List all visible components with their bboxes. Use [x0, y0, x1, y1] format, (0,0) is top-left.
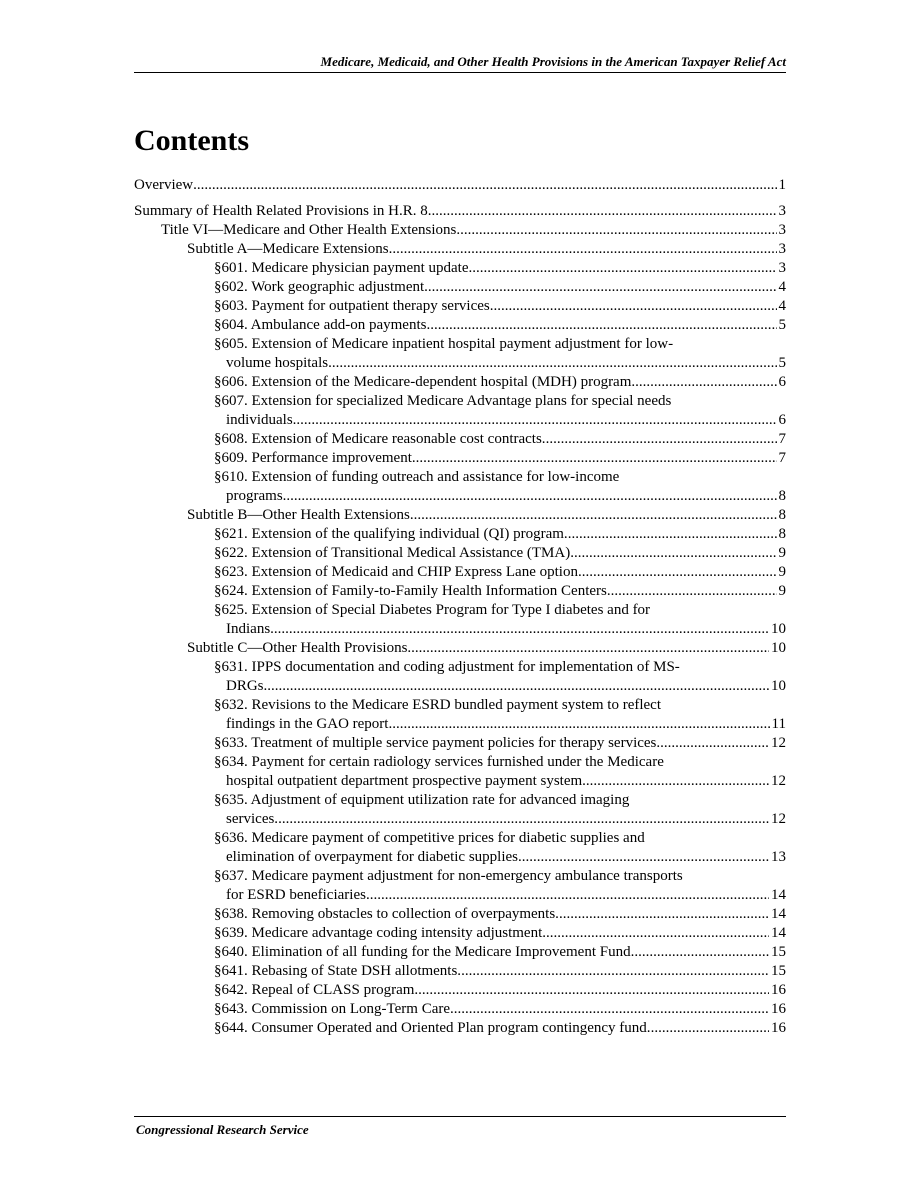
dot-leader	[407, 639, 769, 658]
toc-page-number: 14	[771, 906, 786, 922]
dot-leader	[296, 411, 776, 430]
toc-entry-title: §643. Commission on Long-Term Care.	[214, 1001, 454, 1017]
dot-leader	[660, 734, 769, 753]
toc-entry-title: Summary of Health Related Provisions in H.R. 8	[134, 203, 428, 219]
toc-entry-title: §638. Removing obstacles to collection of overpayments.	[214, 906, 559, 922]
toc-entry[interactable]	[134, 525, 786, 544]
toc-page-number: 3	[778, 260, 786, 276]
toc-entry-title: Subtitle B—Other Health Extensions	[187, 507, 410, 523]
toc-entry-title: §622. Extension of Transitional Medical Assistance (TMA).	[214, 545, 574, 561]
toc-entry-title: §606. Extension of the Medicare-dependent hospital (MDH) program.	[214, 374, 636, 390]
header-rule	[134, 72, 786, 73]
toc-entry-title: Indians.	[226, 621, 274, 637]
toc-entry[interactable]	[134, 1019, 786, 1038]
dot-leader	[286, 487, 776, 506]
table-of-contents	[134, 176, 786, 1038]
toc-page-number: 1	[778, 177, 786, 193]
toc-entry-title: §641. Rebasing of State DSH allotments.	[214, 963, 462, 979]
toc-entry-title: elimination of overpayment for diabetic supplies.	[226, 849, 522, 865]
toc-entry[interactable]	[134, 924, 786, 943]
toc-page-number: 9	[778, 545, 786, 561]
toc-entry-title: volume hospitals.	[226, 355, 332, 371]
dot-leader	[559, 905, 769, 924]
toc-entry[interactable]	[134, 449, 786, 468]
toc-entry[interactable]	[134, 335, 786, 373]
toc-entry-title: Overview	[134, 177, 194, 193]
dot-leader	[418, 981, 769, 1000]
toc-entry-title: Subtitle C—Other Health Provisions	[187, 640, 408, 656]
dot-leader	[193, 176, 776, 195]
toc-entry[interactable]	[134, 601, 786, 639]
toc-entry[interactable]	[134, 943, 786, 962]
dot-leader	[278, 810, 769, 829]
toc-page-number: 15	[771, 944, 786, 960]
dot-leader	[267, 677, 769, 696]
toc-entry[interactable]	[134, 582, 786, 601]
toc-page-number: 11	[771, 716, 786, 732]
toc-entry-title: §602. Work geographic adjustment.	[214, 279, 428, 295]
toc-entry[interactable]	[134, 506, 786, 525]
contents-title: Contents	[134, 124, 250, 157]
toc-entry[interactable]	[134, 259, 786, 278]
dot-leader	[651, 1019, 769, 1038]
toc-page-number: 3	[778, 222, 786, 238]
toc-page-number: 8	[778, 507, 786, 523]
toc-entry-title: individuals.	[226, 412, 297, 428]
toc-page-number: 10	[771, 621, 786, 637]
dot-leader	[430, 316, 776, 335]
toc-page-number: 3	[778, 241, 786, 257]
toc-entry-title: §633. Treatment of multiple service payment policies for therapy services.	[214, 735, 661, 751]
footer-rule	[134, 1116, 786, 1117]
dot-leader	[389, 240, 777, 259]
toc-entry-title: services.	[226, 811, 279, 827]
toc-entry-title-line: §632. Revisions to the Medicare ESRD bundled payment system to reflect	[214, 697, 661, 713]
dot-leader	[274, 620, 769, 639]
dot-leader	[611, 582, 777, 601]
toc-entry-title-line: §625. Extension of Special Diabetes Program for Type I diabetes and for	[214, 602, 651, 618]
toc-entry[interactable]	[134, 962, 786, 981]
dot-leader	[635, 373, 776, 392]
dot-leader	[634, 943, 769, 962]
toc-entry[interactable]	[134, 696, 786, 734]
toc-entry[interactable]	[134, 373, 786, 392]
toc-entry[interactable]	[134, 544, 786, 563]
toc-entry-title: §642. Repeal of CLASS program.	[214, 982, 419, 998]
toc-entry-title: §609. Performance improvement.	[214, 450, 416, 466]
toc-page-number: 8	[778, 526, 786, 542]
dot-leader	[522, 848, 769, 867]
toc-page-number: 9	[778, 583, 786, 599]
toc-entry[interactable]	[134, 829, 786, 867]
dot-leader	[454, 1000, 769, 1019]
toc-entry[interactable]	[134, 658, 786, 696]
toc-entry[interactable]	[134, 430, 786, 449]
toc-entry-title-line: §607. Extension for specialized Medicare Advantage plans for special needs	[214, 393, 672, 409]
toc-page-number: 13	[771, 849, 786, 865]
dot-leader	[568, 525, 777, 544]
toc-entry-title: §601. Medicare physician payment update.	[214, 260, 473, 276]
dot-leader	[472, 259, 776, 278]
dot-leader	[332, 354, 777, 373]
dot-leader	[586, 772, 769, 791]
dot-leader	[392, 715, 769, 734]
toc-page-number: 16	[771, 1001, 786, 1017]
toc-page-number: 14	[771, 887, 786, 903]
toc-page-number: 5	[778, 317, 786, 333]
dot-leader	[428, 278, 777, 297]
toc-entry[interactable]	[134, 639, 786, 658]
toc-entry[interactable]	[134, 176, 786, 195]
toc-entry[interactable]	[134, 1000, 786, 1019]
toc-entry-title: §621. Extension of the qualifying individual (QI) program.	[214, 526, 568, 542]
toc-entry-title: §604. Ambulance add-on payments.	[214, 317, 431, 333]
toc-entry[interactable]	[134, 278, 786, 297]
toc-entry-title-line: §610. Extension of funding outreach and assistance for low-income	[214, 469, 620, 485]
toc-entry-title: §603. Payment for outpatient therapy services.	[214, 298, 494, 314]
running-footer: Congressional Research Service	[136, 1122, 309, 1137]
toc-page-number: 6	[778, 412, 786, 428]
dot-leader	[428, 202, 777, 221]
dot-leader	[416, 449, 777, 468]
toc-page-number: 9	[778, 564, 786, 580]
toc-page-number: 7	[778, 431, 786, 447]
toc-entry-title: programs.	[226, 488, 287, 504]
toc-entry-title-line: §631. IPPS documentation and coding adjustment for implementation of MS-	[214, 659, 680, 675]
toc-entry-title-line: §634. Payment for certain radiology services furnished under the Medicare	[214, 754, 664, 770]
dot-leader	[456, 221, 776, 240]
toc-entry-title: §623. Extension of Medicaid and CHIP Express Lane option.	[214, 564, 582, 580]
toc-page-number: 4	[778, 298, 786, 314]
dot-leader	[410, 506, 777, 525]
toc-entry-title: §608. Extension of Medicare reasonable cost contracts.	[214, 431, 546, 447]
toc-entry-title-line: §605. Extension of Medicare inpatient hospital payment adjustment for low-	[214, 336, 674, 352]
toc-entry-title: Title VI—Medicare and Other Health Extensions	[161, 222, 457, 238]
toc-entry[interactable]	[134, 240, 786, 259]
running-header: Medicare, Medicaid, and Other Health Provisions in the American Taxpayer Relief Act	[320, 54, 786, 69]
toc-entry[interactable]	[134, 221, 786, 240]
toc-entry-title-line: §637. Medicare payment adjustment for non-emergency ambulance transports	[214, 868, 683, 884]
toc-page-number: 3	[778, 203, 786, 219]
toc-entry[interactable]	[134, 392, 786, 430]
toc-entry-title: §624. Extension of Family-to-Family Health Information Centers.	[214, 583, 611, 599]
toc-entry[interactable]	[134, 563, 786, 582]
toc-page-number: 10	[771, 678, 786, 694]
toc-entry[interactable]	[134, 734, 786, 753]
toc-page-number: 8	[778, 488, 786, 504]
toc-entry[interactable]	[134, 753, 786, 791]
toc-page-number: 12	[771, 811, 786, 827]
dot-leader	[574, 544, 777, 563]
toc-entry[interactable]	[134, 981, 786, 1000]
toc-entry[interactable]	[134, 867, 786, 905]
toc-page-number: 6	[778, 374, 786, 390]
toc-entry-title: for ESRD beneficiaries.	[226, 887, 370, 903]
toc-page-number: 12	[771, 773, 786, 789]
toc-entry-title: §644. Consumer Operated and Oriented Plan program contingency fund.	[214, 1020, 651, 1036]
toc-page-number: 10	[771, 640, 786, 656]
toc-entry[interactable]	[134, 905, 786, 924]
toc-page-number: 5	[778, 355, 786, 371]
toc-entry-title: §640. Elimination of all funding for the Medicare Improvement Fund.	[214, 944, 635, 960]
toc-page-number: 12	[771, 735, 786, 751]
toc-entry[interactable]	[134, 791, 786, 829]
dot-leader	[494, 297, 777, 316]
toc-page-number: 15	[771, 963, 786, 979]
dot-leader	[546, 430, 777, 449]
toc-entry-title: findings in the GAO report.	[226, 716, 393, 732]
toc-page-number: 7	[778, 450, 786, 466]
toc-entry-title-line: §636. Medicare payment of competitive prices for diabetic supplies and	[214, 830, 645, 846]
toc-entry-title: hospital outpatient department prospective payment system.	[226, 773, 586, 789]
toc-entry-title: §639. Medicare advantage coding intensity adjustment.	[214, 925, 546, 941]
toc-entry-title: Subtitle A—Medicare Extensions	[187, 241, 389, 257]
dot-leader	[370, 886, 769, 905]
dot-leader	[582, 563, 777, 582]
toc-page-number: 16	[771, 1020, 786, 1036]
dot-leader	[461, 962, 769, 981]
toc-entry[interactable]	[134, 316, 786, 335]
dot-leader	[546, 924, 769, 943]
toc-entry-title: DRGs.	[226, 678, 268, 694]
toc-entry[interactable]	[134, 468, 786, 506]
toc-entry[interactable]	[134, 202, 786, 221]
toc-page-number: 16	[771, 982, 786, 998]
toc-page-number: 14	[771, 925, 786, 941]
toc-page-number: 4	[778, 279, 786, 295]
toc-entry[interactable]	[134, 297, 786, 316]
toc-entry-title-line: §635. Adjustment of equipment utilization rate for advanced imaging	[214, 792, 630, 808]
